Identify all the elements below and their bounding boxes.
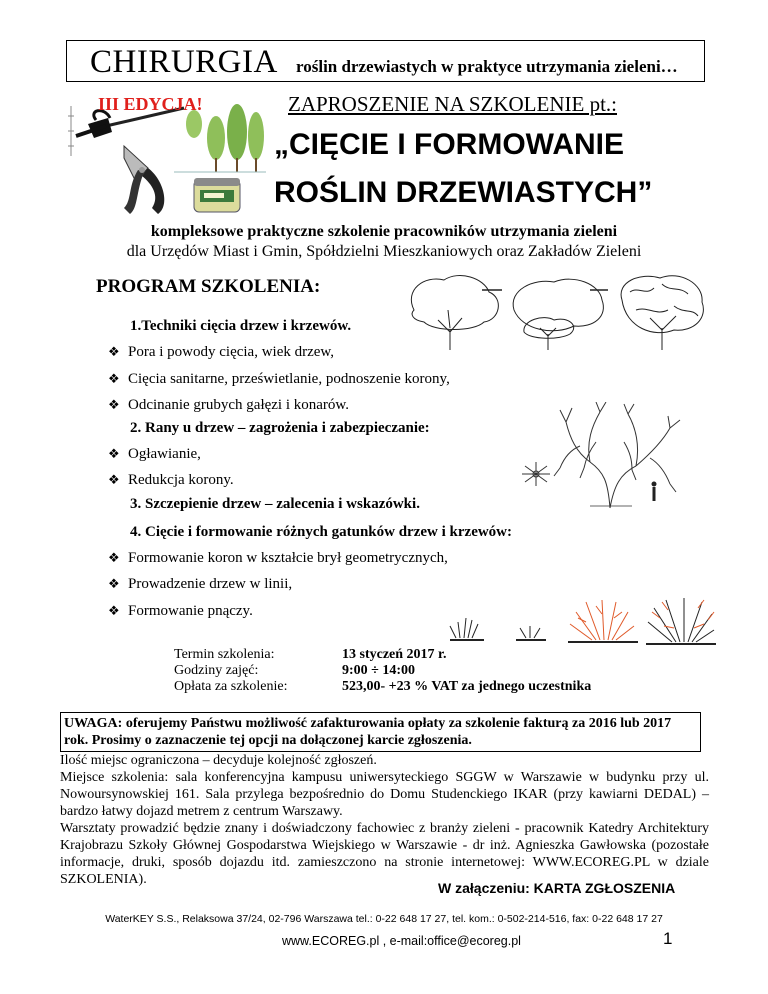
date-value: 13 styczeń 2017 r. xyxy=(342,647,447,662)
date-label: Termin szkolenia: xyxy=(174,647,275,662)
section-4-item-1: ❖ Formowanie koron w kształcie brył geometrycznych, xyxy=(108,550,448,566)
seats-note: Ilość miejsc ograniczona – decyduje kolejność zgłoszeń. xyxy=(60,753,377,768)
footer-web-email: www.ECOREG.pl , e-mail:office@ecoreg.pl xyxy=(282,934,521,948)
section-3-title: 3. Szczepienie drzew – zalecenia i wskazówki. xyxy=(130,496,420,512)
section-1-item-3: ❖ Odcinanie grubych gałęzi i konarów. xyxy=(108,397,350,413)
main-title-line2: ROŚLIN DRZEWIASTYCH” xyxy=(274,176,653,209)
diamond-bullet-icon: ❖ xyxy=(108,397,120,412)
diamond-bullet-icon: ❖ xyxy=(108,344,120,359)
diamond-bullet-icon: ❖ xyxy=(108,472,120,487)
description-bold: kompleksowe praktyczne szkolenie pracowników utrzymania zieleni xyxy=(150,223,618,240)
notice-uwaga: UWAGA: oferujemy Państwu możliwość zafakturowania opłaty za szkolenie fakturą za 2016 lub 2017 rok. Prosimy o zaznaczenie tej opcji na dołączonej karcie zgłoszenia. xyxy=(64,716,672,748)
diamond-bullet-icon: ❖ xyxy=(108,446,120,461)
diamond-bullet-icon: ❖ xyxy=(108,371,120,386)
shrub-pruning-sketches xyxy=(446,598,716,688)
section-4-item-2: ❖ Prowadzenie drzew w linii, xyxy=(108,576,293,592)
diamond-bullet-icon: ❖ xyxy=(108,550,120,565)
section-4-title: 4. Cięcie i formowanie różnych gatunków drzew i krzewów: xyxy=(130,524,513,540)
diamond-bullet-icon: ❖ xyxy=(108,576,120,591)
diamond-bullet-icon: ❖ xyxy=(108,603,120,618)
place-note: Miejsce szkolenia: sala konferencyjna kampusu uniwersyteckiego SGGW w Warszawie w budynku przy ul. Nowoursynowskiej 161. Sala przylega bezpośrednio do Domu Studenckiego IKAR (przy kawiarni DEDAL) – bardzo łatwy dojazd metrem z centrum Warszawy. xyxy=(60,770,709,819)
section-2-item-2: ❖ Redukcja korony. xyxy=(108,472,234,488)
section-1-title: 1.Techniki cięcia drzew i krzewów. xyxy=(130,318,352,334)
title-subtitle: roślin drzewiastych w praktyce utrzymania zieleni… xyxy=(296,57,678,76)
program-heading: PROGRAM SZKOLENIA: xyxy=(96,276,321,297)
title-chirurgia: CHIRURGIA xyxy=(90,44,278,80)
fee-label: Opłata za szkolenie: xyxy=(174,679,288,694)
section-4-item-3: ❖ Formowanie pnączy. xyxy=(108,603,253,619)
trainer-note: Warsztaty prowadzić będzie znany i doświadczony fachowiec z branży zieleni - pracownik Katedry Architektury Krajobrazu Szkoły Głównej Gospodarstwa Wiejskiego w Warszawie - dr inż. Agnieszka Gawłowska (pozostałe informacje, druki, sposób dojazdu itd. zamieszczono na stronie internetowej: WWW.ECOREG.PL w dziale SZKOLENIA). xyxy=(60,821,709,887)
attachment-note: W załączeniu: KARTA ZGŁOSZENIA xyxy=(438,880,676,896)
section-1-item-2: ❖ Cięcia sanitarne, prześwietlanie, podnoszenie korony, xyxy=(108,371,450,387)
invitation-heading: ZAPROSZENIE NA SZKOLENIE pt.: xyxy=(288,92,617,116)
tree-crown-sketches xyxy=(404,270,708,354)
section-1-item-1: ❖ Pora i powody cięcia, wiek drzew, xyxy=(108,344,335,360)
hours-value: 9:00 ÷ 14:00 xyxy=(342,663,416,678)
description-audience: dla Urzędów Miast i Gmin, Spółdzielni Mieszkaniowych oraz Zakładów Zieleni xyxy=(126,243,642,260)
section-2-title: 2. Rany u drzew – zagrożenia i zabezpieczanie: xyxy=(130,420,430,436)
fee-value: 523,00- +23 % VAT za jednego uczestnika xyxy=(342,679,592,694)
footer-address: WaterKEY S.S., Relaksowa 37/24, 02-796 Warszawa tel.: 0-22 648 17 27, tel. kom.: 0-502-214-516, fax: 0-22 648 17 27 xyxy=(105,913,663,925)
pollarded-tree-sketch xyxy=(520,402,690,510)
section-2-item-1: ❖ Ogławianie, xyxy=(108,446,201,462)
page-number: 1 xyxy=(663,929,673,948)
main-title-line1: „CIĘCIE I FORMOWANIE xyxy=(274,128,625,161)
edition-label: III EDYCJA! xyxy=(98,94,203,114)
hours-label: Godziny zajęć: xyxy=(174,663,259,678)
